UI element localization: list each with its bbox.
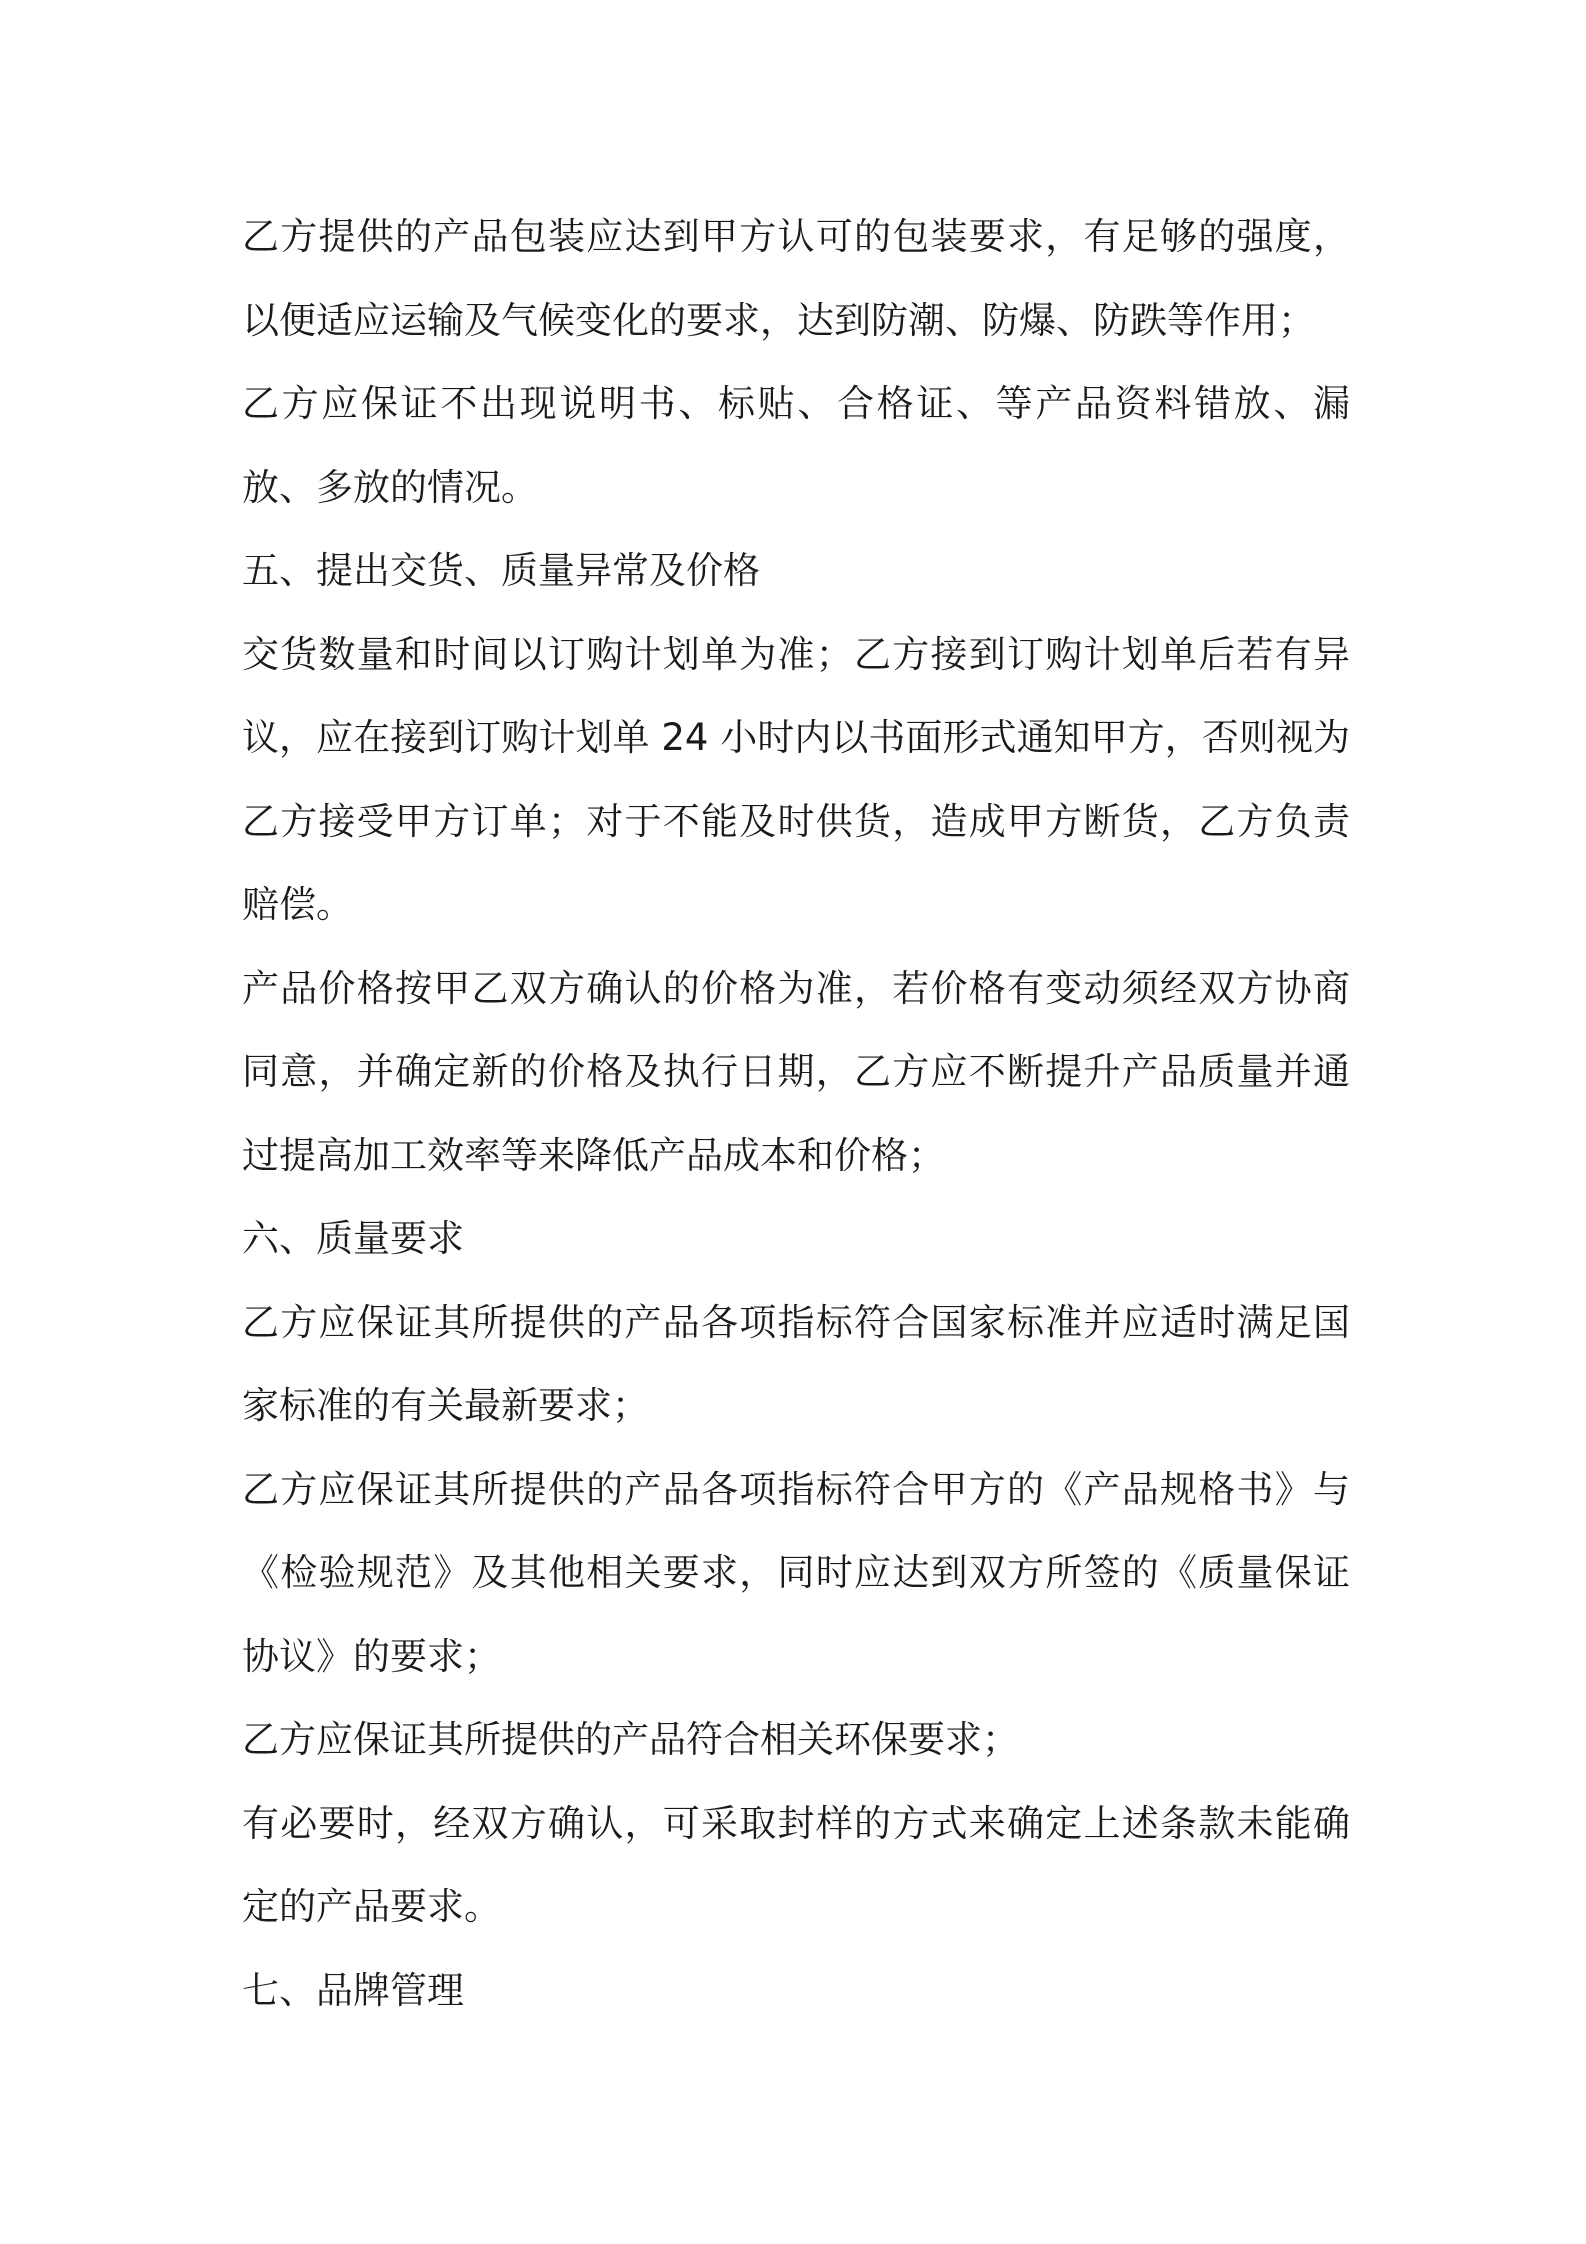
section-heading-brand-management: 七、品牌管理 <box>242 1968 464 2012</box>
paragraph-sealed-sample: 有必要时，经双方确认，可采取封样的方式来确定上述条款未能确定的产品要求。 <box>242 1801 1350 1928</box>
paragraph-product-specification: 乙方应保证其所提供的产品各项指标符合甲方的《产品规格书》与《检验规范》及其他相关要求，同时应达到双方所签的《质量保证协议》的要求； <box>242 1467 1350 1678</box>
paragraph-product-materials: 乙方应保证不出现说明书、标贴、合格证、等产品资料错放、漏放、多放的情况。 <box>242 382 1350 509</box>
paragraph-delivery-quantity-time: 交货数量和时间以订购计划单为准；乙方接到订购计划单后若有异议，应在接到订购计划单 24 小时内以书面形式通知甲方，否则视为乙方接受甲方订单；对于不能及时供货，造成甲方断货，乙方负责赔偿。 <box>242 632 1350 926</box>
paragraph-packaging-requirement: 乙方提供的产品包装应达到甲方认可的包装要求，有足够的强度，以便适应运输及气候变化的要求，达到防潮、防爆、防跌等作用； <box>242 215 1350 342</box>
section-heading-delivery-quality-price: 五、提出交货、质量异常及价格 <box>242 549 760 592</box>
paragraph-product-price: 产品价格按甲乙双方确认的价格为准，若价格有变动须经双方协商同意，并确定新的价格及执行日期，乙方应不断提升产品质量并通过提高加工效率等来降低产品成本和价格； <box>242 966 1350 1177</box>
document-body <box>242 195 1350 2032</box>
paragraph-environmental-requirement: 乙方应保证其所提供的产品符合相关环保要求； <box>242 1718 1019 1761</box>
paragraph-national-standard: 乙方应保证其所提供的产品各项指标符合国家标准并应适时满足国家标准的有关最新要求； <box>242 1300 1350 1427</box>
section-heading-quality-requirements: 六、质量要求 <box>242 1217 464 1260</box>
